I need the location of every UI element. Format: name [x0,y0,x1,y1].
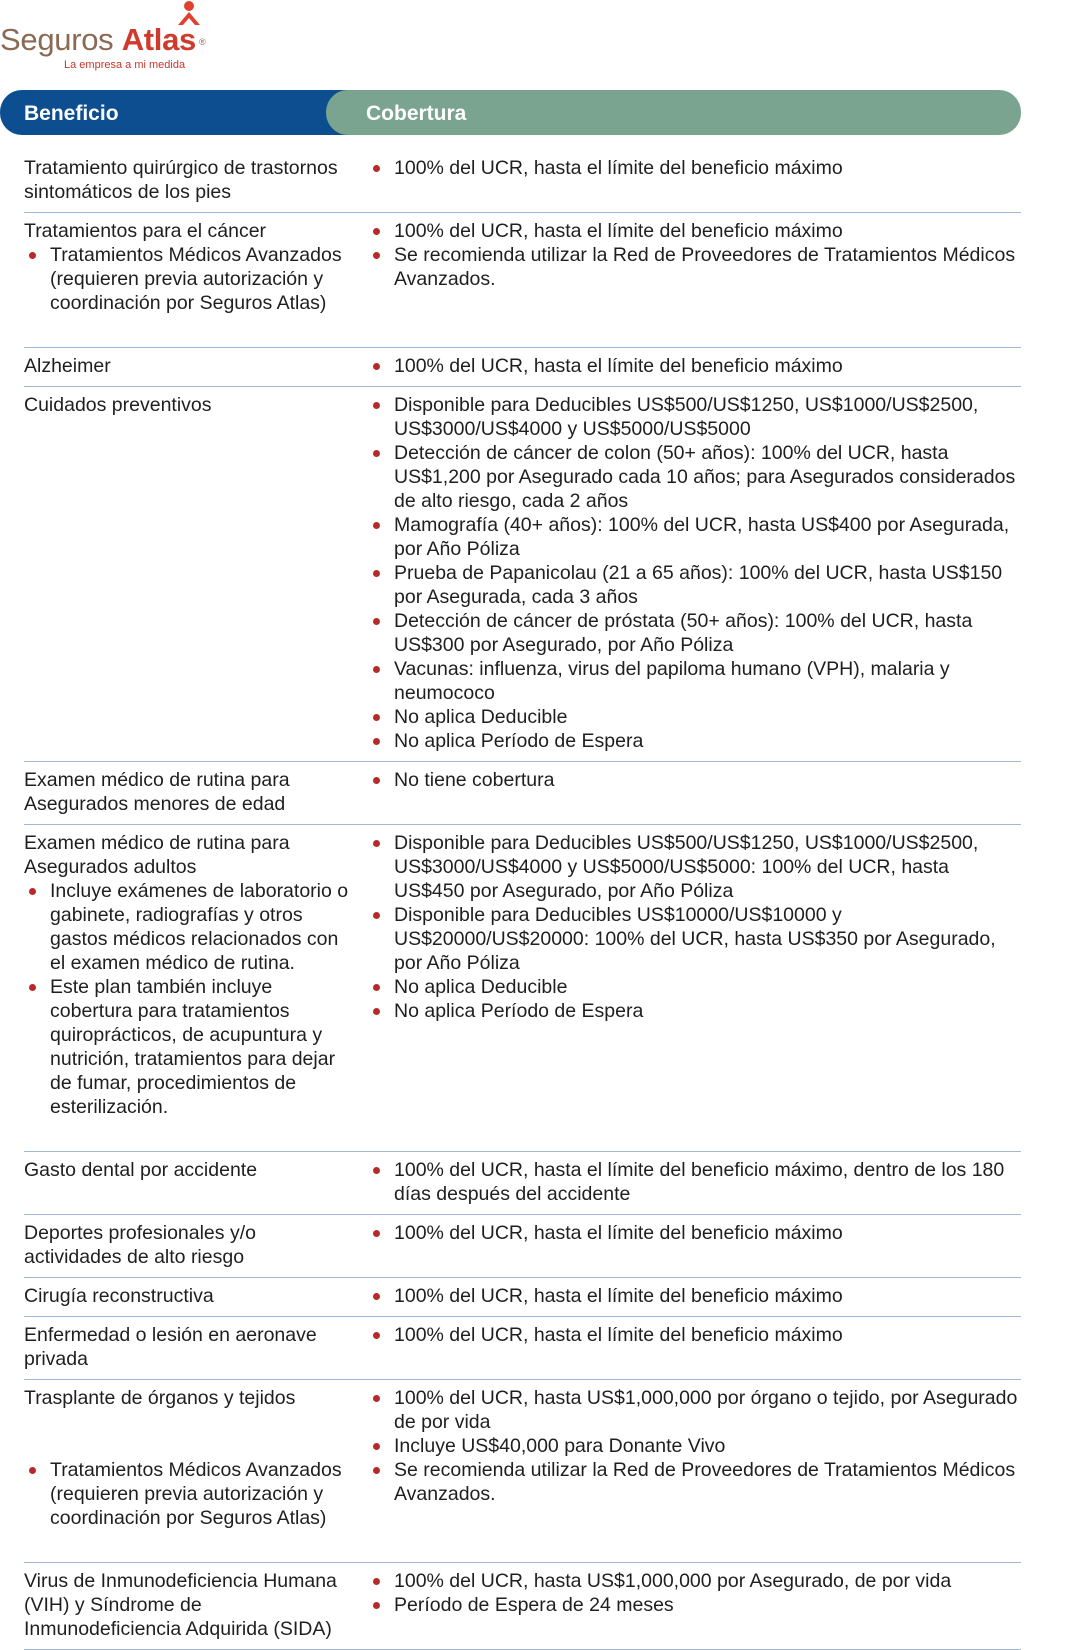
benefit-title: Enfermedad o lesión en aeronave privada [24,1324,317,1370]
benefit-title: Trasplante de órganos y tejidos [24,1387,296,1409]
coverage-cell [368,387,1018,761]
table-row [24,825,1021,1152]
benefit-cell [24,1284,354,1308]
benefit-cell [24,393,354,417]
coverage-item: No aplica Deducible [368,705,1018,729]
table-row [24,762,1021,825]
coverage-item: Vacunas: influenza, virus del papiloma humano (VPH), malaria y neumococo [368,657,1018,705]
coverage-item: No aplica Período de Espera [368,999,1018,1023]
coverage-cell [368,1278,1018,1316]
benefit-title: Examen médico de rutina para Asegurados adultos [24,832,290,878]
coverage-item: 100% del UCR, hasta el límite del beneficio máximo [368,1221,1018,1245]
coverage-item: 100% del UCR, hasta US$1,000,000 por órgano o tejido, por Asegurado de por vida [368,1386,1018,1434]
benefit-title: Virus de Inmunodeficiencia Humana (VIH) y Síndrome de Inmunodeficiencia Adquirida (SIDA) [24,1570,337,1640]
benefit-cell [24,1386,354,1530]
coverage-cell [368,1563,1018,1649]
coverage-item: No aplica Período de Espera [368,729,1018,753]
table-row [24,150,1021,213]
benefit-cell [24,831,354,1119]
benefit-cell [24,1323,354,1371]
table-header [0,90,1021,135]
table-row [24,1563,1021,1650]
logo-tagline: La empresa a mi medida [64,59,186,71]
header-benefit-label: Beneficio [24,102,119,125]
benefit-cell [24,156,354,204]
benefit-cell [24,1221,354,1269]
benefit-title: Deportes profesionales y/o actividades de alto riesgo [24,1222,256,1268]
benefit-bullet: Incluye exámenes de laboratorio o gabinete, radiografías y otros gastos médicos relacionados con el examen médico de rutina. [24,879,354,975]
benefit-title: Tratamiento quirúrgico de trastornos sintomáticos de los pies [24,157,338,203]
coverage-item: Mamografía (40+ años): 100% del UCR, hasta US$400 por Asegurada, por Año Póliza [368,513,1018,561]
coverage-item: 100% del UCR, hasta el límite del beneficio máximo [368,354,1018,378]
coverage-item: Detección de cáncer de próstata (50+ años): 100% del UCR, hasta US$300 por Asegurado, por Año Póliza [368,609,1018,657]
logo-wordmark: Seguros Atlas ® [0,22,206,57]
benefit-cell [24,768,354,816]
benefit-title: Cirugía reconstructiva [24,1285,214,1307]
table-row [24,387,1021,762]
coverage-item: 100% del UCR, hasta el límite del beneficio máximo [368,1323,1018,1347]
coverage-item: Detección de cáncer de colon (50+ años): 100% del UCR, hasta US$1,200 por Asegurado cada 10 años; para Asegurados considerados de alto riesgo, cada 2 años [368,441,1018,513]
benefit-bullet: Este plan también incluye cobertura para tratamientos quiroprácticos, de acupuntura y nutrición, tratamientos para dejar de fumar, procedimientos de esterilización. [24,975,354,1119]
coverage-item: Disponible para Deducibles US$10000/US$10000 y US$20000/US$20000: 100% del UCR, hasta US$350 por Asegurado, por Año Póliza [368,903,1018,975]
coverage-item: Prueba de Papanicolau (21 a 65 años): 100% del UCR, hasta US$150 por Asegurada, cada 3 años [368,561,1018,609]
benefit-cell [24,354,354,378]
coverage-cell [368,825,1018,1151]
benefit-title: Cuidados preventivos [24,394,212,416]
coverage-item: Se recomienda utilizar la Red de Proveedores de Tratamientos Médicos Avanzados. [368,1458,1018,1506]
table-row [24,348,1021,387]
coverage-cell [368,1215,1018,1277]
coverage-item: 100% del UCR, hasta el límite del beneficio máximo [368,219,1018,243]
coverage-item: Período de Espera de 24 meses [368,1593,1018,1617]
benefit-title: Alzheimer [24,355,111,377]
header-coverage-label: Cobertura [366,102,467,125]
coverage-cell [368,1317,1018,1379]
coverage-item: 100% del UCR, hasta el límite del beneficio máximo [368,156,1018,180]
coverage-cell [368,1152,1018,1214]
coverage-item: 100% del UCR, hasta el límite del beneficio máximo [368,1284,1018,1308]
coverage-item: Incluye US$40,000 para Donante Vivo [368,1434,1018,1458]
coverage-item: 100% del UCR, hasta el límite del beneficio máximo, dentro de los 180 días después del accidente [368,1158,1018,1206]
coverage-item: Disponible para Deducibles US$500/US$1250, US$1000/US$2500, US$3000/US$4000 y US$5000/US$5000: 100% del UCR, hasta US$450 por Asegurado, por Año Póliza [368,831,1018,903]
coverage-cell [368,150,1018,212]
coverage-item: No aplica Deducible [368,975,1018,999]
table-row [24,1215,1021,1278]
coverage-cell [368,762,1018,824]
table-row [24,1380,1021,1563]
benefit-cell [24,219,354,315]
benefit-cell [24,1569,354,1641]
coverage-item: 100% del UCR, hasta US$1,000,000 por Asegurado, de por vida [368,1569,1018,1593]
benefit-title: Tratamientos para el cáncer [24,220,267,242]
table-row [24,1278,1021,1317]
benefit-title: Examen médico de rutina para Asegurados menores de edad [24,769,290,815]
coverage-cell [368,1380,1018,1562]
table-row [24,213,1021,348]
benefit-bullet: Tratamientos Médicos Avanzados (requieren previa autorización y coordinación por Seguros Atlas) [24,243,354,315]
benefit-title: Gasto dental por accidente [24,1159,258,1181]
benefit-bullet: Tratamientos Médicos Avanzados (requieren previa autorización y coordinación por Seguros Atlas) [24,1458,354,1530]
benefit-cell [24,1158,354,1182]
coverage-cell [368,213,1018,347]
coverage-item: Se recomienda utilizar la Red de Proveedores de Tratamientos Médicos Avanzados. [368,243,1018,291]
company-logo [0,0,220,80]
table-row [24,1317,1021,1380]
table-row [24,1152,1021,1215]
benefits-table [0,150,1067,1650]
coverage-item: No tiene cobertura [368,768,1018,792]
coverage-cell [368,348,1018,386]
coverage-item: Disponible para Deducibles US$500/US$1250, US$1000/US$2500, US$3000/US$4000 y US$5000/US$5000 [368,393,1018,441]
